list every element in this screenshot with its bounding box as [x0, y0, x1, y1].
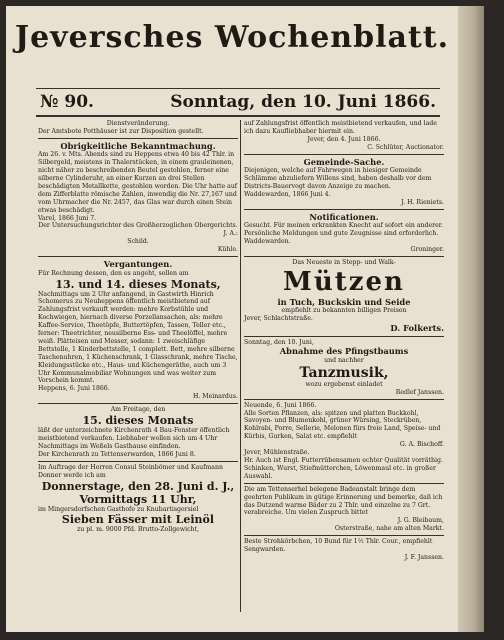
issue-date: Sonntag, den 10. Juni 1866. — [170, 92, 436, 112]
newspaper-page — [6, 6, 484, 632]
section-heading: Gemeinde-Sache. — [303, 156, 385, 167]
notice-text: zu pl. m. 9000 Pfd. Brutto-Zollgewicht, — [76, 526, 199, 534]
rule — [244, 399, 444, 400]
notice-text: Der Kirchenrath zu Tettenserwarden, 1866 Juni 8. — [38, 450, 196, 458]
notice-text: Alle Sorten Pflanzen, als: spitzen und platten Buckkohl, Savoyen- und Blumenkohl, grüner Würsing, Steckrüben, Kohlrabi, Porre, Sellerie, Melonen fürs freie Land, Speise- und Kürbis, Gurken, Salat etc. empfiehlt — [244, 409, 441, 441]
notice-text: Das Neueste in Stepp- und Walk- — [292, 258, 396, 266]
notice-signature: J. G. Bleibaum, — [397, 517, 444, 525]
notice-heading: Dienstveränderung. — [106, 120, 170, 127]
ad-headline-mutzen: Mützen — [283, 266, 405, 297]
issue-dateline — [36, 88, 440, 117]
rule — [244, 256, 444, 257]
notice-signature: Schild. — [127, 238, 149, 246]
ad-headline: Abnahme des Pfingstbaums — [279, 346, 409, 357]
section-heading: Obrigkeitliche Bekanntmachung. — [60, 140, 216, 151]
notice-text: und nachher — [324, 356, 364, 364]
notice-signature: G. A. Bischoff. — [399, 441, 444, 449]
rule — [244, 154, 444, 155]
notice-text: Für Rechnung dessen, den es angeht, sollen am — [38, 269, 189, 277]
notice-emphasis: Donnerstage, den 28. Juni d. J., Vormittags 11 Uhr, — [41, 479, 235, 506]
right-column — [244, 120, 444, 562]
notice-text: Waddewarden. — [244, 237, 291, 245]
rule — [244, 209, 444, 210]
notice-text: Waddewarden, 1866 Juni 4. — [244, 190, 331, 198]
notice-emphasis: 15. dieses Monats — [82, 414, 194, 428]
section-heading: Notificationen. — [309, 211, 379, 222]
notice-emphasis: Sieben Fässer mit Leinöl — [61, 513, 215, 527]
column-divider — [240, 120, 241, 612]
notice-text: Jever, Schlachtstraße. — [244, 315, 313, 323]
notice-text: Der Amtsbote Potthäuser ist zur Disposition gestellt. — [38, 127, 204, 135]
notice-text: Im Auftrage der Herren Consul Steinbömer und Kaufmann Donner werde ich am — [38, 463, 223, 479]
notice-text: Osterstraße, nahe am alten Markt. — [334, 525, 444, 533]
notice-text: Hr. Auch ist Engl. Futterrübensamen echter Qualität vorräthig. Schinken, Wurst, Stiefmütterchen, Löwenmaul etc. in großer Auswahl. — [244, 456, 443, 480]
notice-signature: C. Schlüter, Auctionator. — [367, 143, 444, 151]
notice-text: auf Zahlungsfrist öffentlich meistbietend verkaufen, und lade ich dazu Kaufliebhaber hiermit ein. — [244, 120, 437, 135]
notice-text: Sengwarden. — [244, 546, 286, 554]
notice-emphasis: 13. und 14. dieses Monats, — [55, 277, 221, 291]
section-heading: Vergantungen. — [103, 259, 173, 270]
notice-signature: J. H. Rieniets. — [401, 198, 444, 206]
page-edge — [458, 6, 484, 632]
notice-signature: J. F. Janssen. — [404, 553, 444, 561]
notice-signature: D. Folkerts. — [390, 323, 444, 333]
rule — [244, 483, 444, 484]
notice-text: Diejenigen, welche auf Fahrwegen in hiesiger Gemeinde Schlämme abzuliefern Willens sind, haben deshalb vor dem Districts-Bauervogt davon Anzeige zu machen. — [244, 167, 432, 190]
left-column — [38, 120, 238, 534]
notice-text: Neuende, 6. Juni 1866. — [244, 401, 317, 409]
notice-text: Beste Strohkörbchen, 10 Bund für 1½ Thlr. Cour., empfiehlt — [244, 538, 433, 546]
notice-text: Der Untersuchungsrichter des Großherzoglichen Obergerichts. — [38, 222, 238, 230]
notice-text: Gesucht. Für meinen erkrankten Knecht auf sofort ein anderer. Persönliche Meldungen und gute Zeugnisse sind erforderlich. — [244, 222, 443, 238]
notice-text: im Mingersdorfschen Gasthofe zu Knubartisgersiel — [38, 505, 199, 513]
masthead-title: Jeversches Wochenblatt. — [14, 20, 450, 55]
rule — [38, 403, 238, 404]
notice-text: Am 26. v. Mts. Abends sind zu Heppens etwa 40 bis 42 Thlr. in Silbergeld, meistens in Thalerstücken, in einem grauleinenen, nicht näher zu beschreibenden Beutel gestohlen, ferner eine silberne Cylinderuhr, an einer Kurzen an drei Stellen beschädigten Metallkette, gestohlen worden. Die Uhr hatte auf dem Zifferblatte römische Zahlen, inwendig die Nr. 27,167 und vom Uhrmacher die Nr. 2457, das Glas war durch einen Stein etwas beschädigt. — [38, 151, 238, 214]
notice-signature: Kühle. — [217, 246, 238, 254]
notice-text: Jever, den 4. Juni 1866. — [307, 135, 381, 143]
notice-text: Sonntag, den 10. Juni, — [244, 338, 314, 346]
notice-text: Varel, 1866 Juni 7. — [38, 214, 97, 222]
notice-text: empfiehlt zu bekannten billigen Preisen — [281, 307, 407, 315]
notice-text: läßt der unterzeichnete Kirchenrath 4 Bau-Fenster öffentlich meistbietend verkaufen. Liebhaber wollen sich um 4 Uhr Nachmittags im Weßels Gasthause einfinden. — [38, 427, 230, 450]
ad-headline-tanzmusik: Tanzmusik, — [299, 364, 389, 381]
rule — [38, 138, 238, 139]
rule — [38, 461, 238, 462]
notice-text: Heppens, 6. Juni 1866. — [38, 385, 110, 393]
rule — [38, 256, 238, 257]
notice-text: J. A.: — [223, 230, 238, 238]
rule — [244, 535, 444, 536]
notice-text: Am Freitage, den — [110, 406, 166, 414]
rule — [244, 336, 444, 337]
notice-signature: Redlef Janssen. — [395, 388, 444, 396]
notice-text: Nachmittags um 2 Uhr anfangend, in Gastwirth Hinrich Schomerus zu Neuheppens öffentlich meistbietend auf Zahlungsfrist verkauft werden: mehre Korbstühle und Kochwiegen, hiernach diverse Porzellansachen, als: mehre Kaffee-Service, Theetöpfe, Buttertöpfen, Tassen, Teller etc., ferner: Theetrichter, neusilberne Ess- und Theelöffel, mehre weiß. Plätteisen und Messer, sodann: 1 zweischläfige Bettstelle, 1 Kinderbettstelle, 1 complett. Bett, mehre silberne Taschenuhren, 1 Küchenschrank, 1 Glasschrank, mehre Tische, Kleidungsstücke etc., Haus- und Küchengeräthe, auch um 3 Uhr Kommunalmobiliar Wohnungen und was weiter zum Vorschein kommt. — [38, 290, 238, 385]
notice-text: Jever, Mühlenstraße. — [244, 449, 310, 457]
notice-text: Die am Tettenserhel belegene Badeanstalt bringe dem geehrten Publikum in gütige Erinnerung und bemerke, daß ich das Dutzend warme Bäder zu 2 Thlr. und einzelne zu 7 Grt. verabreiche. Um vielen Zuspruch bittet — [244, 485, 443, 517]
notice-signature: Groninger. — [410, 245, 444, 253]
ad-subline: in Tuch, Buckskin und Seide — [277, 296, 411, 307]
issue-number: № 90. — [40, 92, 94, 112]
notice-text: wozu ergebenst einladet — [305, 380, 383, 388]
notice-signature: H. Meinardus. — [192, 393, 238, 401]
